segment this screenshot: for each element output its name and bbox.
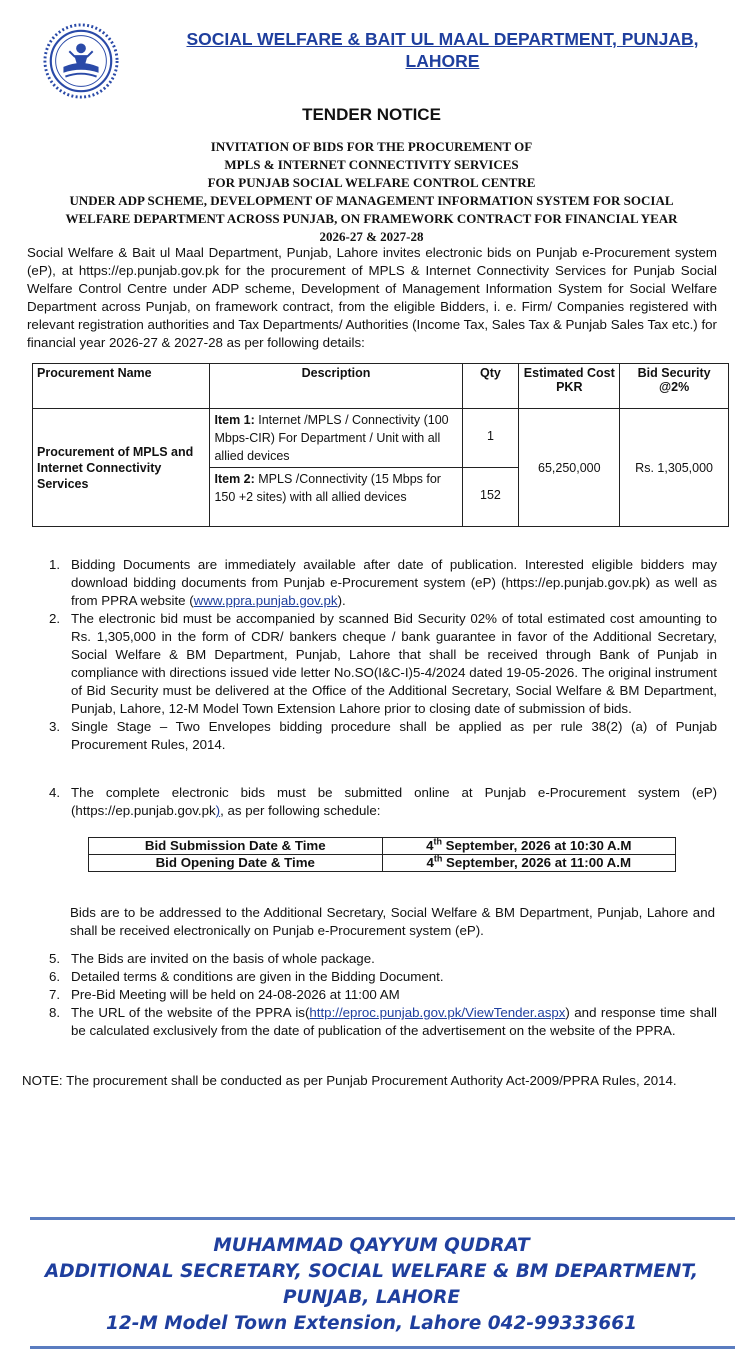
intro-paragraph: Social Welfare & Bait ul Maal Department, Punjab, Lahore invites electronic bids on Punjab e-Procurement system (eP), at https://ep.punjab.gov.pk for the procurement of MPLS & Internet Connectivity Services for Punjab Social Welfare Control Centre under ADP scheme, Development of Management Information System for Social Welfare Department across Punjab, on framework contract, from the eligible Bidders, i. e. Firm/ Companies registered with relevant registration authorities and Tax Departments/ Authorities (Income Tax, Sales Tax & Punjab Sales Tax etc.) for financial year 2026-27 & 2027-28 as per following details: (27, 245, 717, 350)
table-header-row (33, 364, 729, 409)
list-item-number: 2. (49, 611, 61, 626)
subheading-line: MPLS & INTERNET CONNECTIVITY SERVICES (224, 157, 519, 172)
list-item (45, 556, 717, 610)
list-item-text-end: , as per following schedule: (220, 803, 381, 818)
conditions-list-part1 (45, 556, 717, 754)
list-item-number: 6. (49, 969, 61, 984)
tender-notice-title: TENDER NOTICE (302, 105, 441, 124)
header-qty: Qty (462, 364, 519, 409)
subheading-line: FOR PUNJAB SOCIAL WELFARE CONTROL CENTRE (207, 175, 536, 190)
header-estimated-cost: Estimated Cost PKR (519, 364, 620, 409)
bid-security-cell: Rs. 1,305,000 (620, 409, 729, 527)
subheading-line: 2026-27 & 2027-28 (319, 229, 424, 244)
list-item-text: The Bids are invited on the basis of whole package. (71, 951, 375, 966)
list-item-text: The electronic bid must be accompanied by scanned Bid Security 02% of total estimated cost amounting to Rs. 1,305,000 in the form of CDR/ bankers cheque / bank guarantee in favor of the Additional Secretary, Social Welfare & BM Department, Punjab, Lahore that shall be received through Bank of Punjab in compliance with directions issued vide letter No.SO(I&C-I)5-4/2024 dated 19-05-2026. The original instrument of Bid Security must be delivered at the Office of the Additional Secretary, Social Welfare & BM Department, Punjab, Lahore, 12-M Model Town Extension Lahore prior to closing date of submission of bids. (71, 611, 717, 716)
signatory-title: ADDITIONAL SECRETARY, SOCIAL WELFARE & BM DEPARTMENT, (44, 1261, 699, 1282)
list-item (45, 950, 717, 968)
item-text: MPLS /Connectivity (15 Mbps for 150 +2 sites) with all allied devices (214, 472, 441, 504)
list-item-text: Pre-Bid Meeting will be held on 24-08-2026 at 11:00 AM (71, 987, 400, 1002)
department-title-line1: SOCIAL WELFARE & BAIT UL MAAL DEPARTMENT, PUNJAB, (186, 29, 699, 49)
ppra-url-link[interactable]: http://eproc.punjab.gov.pk/ViewTender.aspx (309, 1005, 566, 1020)
subheading-line: WELFARE DEPARTMENT ACROSS PUNJAB, ON FRAMEWORK CONTRACT FOR FINANCIAL YEAR (65, 211, 678, 226)
bids-addressed-paragraph: Bids are to be addressed to the Additional Secretary, Social Welfare & BM Department, Punjab, Lahore and shall be received electronically on Punjab e-Procurement system (eP). (70, 905, 715, 938)
item-qty: 152 (462, 468, 519, 527)
footer-divider-bottom (30, 1346, 735, 1349)
schedule-label: Bid Submission Date & Time (89, 838, 383, 855)
schedule-day: 4 (426, 838, 434, 853)
item-qty: 1 (462, 409, 519, 468)
tender-subheading (20, 138, 723, 246)
procurement-table (32, 363, 729, 527)
list-item (45, 610, 717, 718)
footer-divider-top (30, 1217, 735, 1220)
schedule-date-rest: September, 2026 at 11:00 A.M (442, 855, 632, 870)
list-item (45, 784, 717, 820)
signatory-location: PUNJAB, LAHORE (282, 1287, 461, 1308)
header-bid-security: Bid Security @2% (620, 364, 729, 409)
list-item-number: 5. (49, 951, 61, 966)
bid-schedule-table (88, 837, 676, 872)
ppra-website-link[interactable]: www.ppra.punjab.gov.pk (193, 593, 338, 608)
note-paragraph: NOTE: The procurement shall be conducted as per Punjab Procurement Authority Act-2009/PPRA Rules, 2014. (22, 1073, 677, 1088)
table-row (33, 409, 729, 468)
schedule-day: 4 (426, 855, 434, 870)
item-description (210, 468, 462, 527)
list-item-number: 7. (49, 987, 61, 1002)
signatory-address: 12-M Model Town Extension, Lahore 042-99333661 (106, 1313, 637, 1334)
list-item-text: Detailed terms & conditions are given in the Bidding Document. (71, 969, 444, 984)
subheading-line: INVITATION OF BIDS FOR THE PROCUREMENT OF (210, 139, 533, 154)
subheading-line: UNDER ADP SCHEME, DEVELOPMENT OF MANAGEMENT INFORMATION SYSTEM FOR SOCIAL (69, 193, 674, 208)
list-item-text-end: ). (337, 593, 346, 608)
department-title-line2: LAHORE (405, 51, 480, 71)
header-procurement-name: Procurement Name (33, 364, 210, 409)
item-label: Item 2: (214, 472, 255, 486)
conditions-list-item4 (45, 784, 717, 820)
list-item (45, 986, 717, 1004)
ep-link-fragment[interactable]: ) (215, 803, 221, 818)
header-description: Description (210, 364, 462, 409)
schedule-date-rest: September, 2026 at 10:30 A.M (441, 838, 632, 853)
list-item (45, 968, 717, 986)
list-item-number: 8. (49, 1005, 61, 1020)
list-item-text: The complete electronic bids must be submitted online at Punjab e-Procurement system (eP) (https://ep.punjab.gov.pk (71, 785, 717, 818)
list-item (45, 1004, 717, 1040)
list-item-number: 1. (49, 557, 61, 572)
department-seal-icon (42, 22, 120, 100)
schedule-row (89, 855, 676, 872)
signatory-name: MUHAMMAD QAYYUM QUDRAT (213, 1235, 530, 1256)
schedule-day-suffix: th (433, 836, 442, 847)
list-item-number: 4. (49, 785, 61, 800)
schedule-row (89, 838, 676, 855)
schedule-label: Bid Opening Date & Time (89, 855, 383, 872)
estimated-cost-cell: 65,250,000 (519, 409, 620, 527)
schedule-day-suffix: th (433, 853, 443, 864)
list-item-text: Single Stage – Two Envelopes bidding procedure shall be applied as per rule 38(2) (a) of Punjab Procurement Rules, 2014. (71, 719, 717, 752)
item-text: Internet /MPLS / Connectivity (100 Mbps-CIR) For Department / Unit with all allied devices (214, 413, 449, 463)
list-item-text: The URL of the website of the PPRA is( (71, 1005, 310, 1020)
schedule-value (382, 838, 676, 855)
list-item-text-end: ) and response time shall be calculated exclusively from the date of publication of the advertisement on the website of the PPRA. (71, 1005, 718, 1038)
list-item-number: 3. (49, 719, 61, 734)
signature-block (0, 1233, 743, 1337)
list-item (45, 718, 717, 754)
item-label: Item 1: (214, 413, 255, 427)
procurement-name-cell: Procurement of MPLS and Internet Connectivity Services (33, 409, 210, 527)
list-item-text: Bidding Documents are immediately available after date of publication. Interested eligible bidders may download bidding documents from Punjab e-Procurement system (eP) (https://ep.punjab.gov.pk) as well as from PPRA website ( (71, 557, 717, 608)
item-description (210, 409, 462, 468)
schedule-value (382, 855, 676, 872)
department-title (140, 28, 743, 72)
conditions-list-part2 (45, 950, 717, 1040)
